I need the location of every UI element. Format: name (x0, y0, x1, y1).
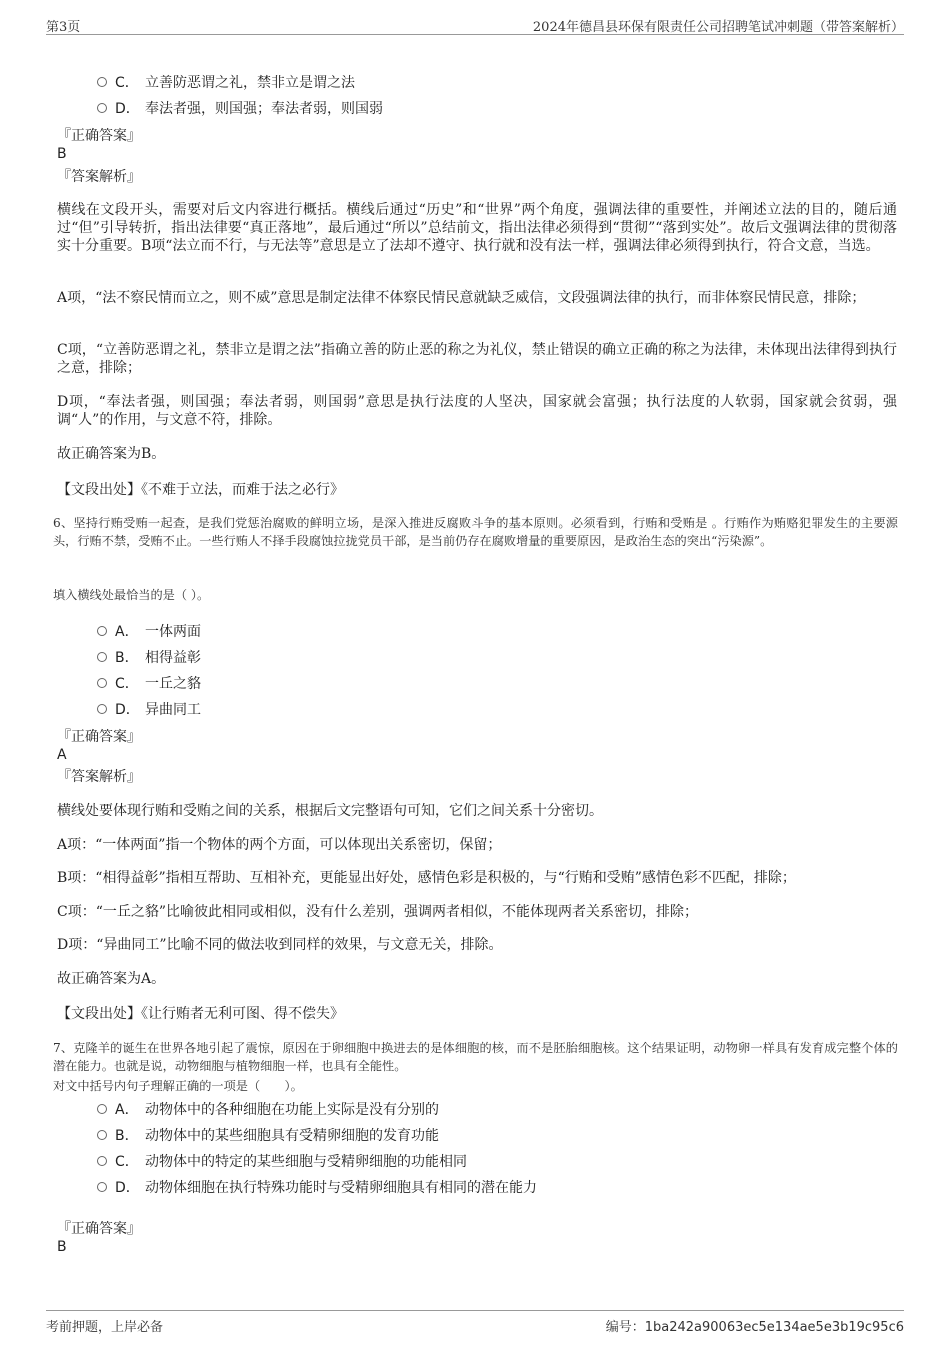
radio-icon[interactable] (97, 678, 107, 688)
source-label: 【文段出处】 (57, 1006, 141, 1022)
q7-answer-label: 『正确答案』 (57, 1221, 141, 1237)
q7-option-d[interactable]: D． 动物体细胞在执行特殊功能时与受精卵细胞具有相同的潜在能力 (97, 1178, 537, 1198)
radio-icon[interactable] (97, 652, 107, 662)
q6-option-b[interactable]: B． 相得益彰 (97, 648, 201, 668)
source-title: 《不难于立法，而难于法之必行》 (141, 482, 344, 498)
q7-option-b[interactable]: B． 动物体中的某些细胞具有受精卵细胞的发育功能 (97, 1126, 439, 1146)
source-title: 《让行贿者无利可图、得不偿失》 (141, 1006, 344, 1022)
page-header (46, 14, 904, 35)
q5-source (57, 479, 344, 499)
q5-option-d[interactable]: D． 奉法者强，则国强；奉法者弱，则国弱 (97, 99, 383, 119)
document-code: 编号：1ba242a90063ec5e134ae5e3b19c95c6 (605, 1320, 904, 1335)
q6-analysis-label: 『答案解析』 (57, 769, 141, 785)
q6-analysis-paragraph: B项：“相得益彰”指相互帮助、互相补充，更能显出好处，感情色彩是积极的，与“行贿和受贿”感情色彩不匹配，排除； (57, 870, 796, 886)
q5-analysis-paragraph: A项，“法不察民情而立之，则不威”意思是制定法律不体察民情民意就缺乏威信，文段强调法律的执行，而非体察民情民意，排除； (57, 290, 866, 306)
q5-conclusion: 故正确答案为B。 (57, 446, 166, 462)
q6-analysis-paragraph: A项：“一体两面”指一个物体的两个方面，可以体现出关系密切，保留； (57, 837, 502, 853)
q5-answer: B (57, 146, 67, 162)
q6-answer-label: 『正确答案』 (57, 729, 141, 745)
page-footer (46, 1310, 904, 1335)
q6-conclusion: 故正确答案为A。 (57, 971, 166, 987)
source-label: 【文段出处】 (57, 482, 141, 498)
page-number: 第3页 (46, 20, 81, 35)
q6-option-c[interactable]: C． 一丘之貉 (97, 674, 201, 694)
radio-icon[interactable] (97, 1130, 107, 1140)
footer-slogan: 考前押题，上岸必备 (46, 1320, 164, 1335)
q6-answer: A (57, 747, 67, 763)
q6-prompt: 填入横线处最恰当的是（ ）。 (53, 588, 210, 602)
radio-icon[interactable] (97, 1104, 107, 1114)
q6-option-d[interactable]: D． 异曲同工 (97, 700, 201, 720)
q5-analysis-paragraph: 横线在文段开头，需要对后文内容进行概括。横线后通过“历史”和“世界”两个角度，强调法律的重要性，并阐述立法的目的，随后通过“但”引导转折，指出法律要“真正落地”，最后通过“所以”总结前文，指出法律必须得到“贯彻”“落到实处”。故后文强调法律的贯彻落实十分重要。B项“法立而不行，与无法等”意思是立了法却不遵守、执行就和没有法一样，强调法律必须得到执行，符合文意，当选。 (57, 202, 897, 254)
radio-icon[interactable] (97, 626, 107, 636)
radio-icon[interactable] (97, 704, 107, 714)
document-title: 2024年德昌县环保有限责任公司招聘笔试冲刺题（带答案解析） (532, 20, 904, 35)
q5-analysis-paragraph: C项，“立善防恶谓之礼，禁非立是谓之法”指确立善的防止恶的称之为礼仪，禁止错误的确立正确的称之为法律，未体现出法律得到执行之意，排除； (57, 342, 897, 376)
q6-stem: 6、坚持行贿受贿一起查，是我们党惩治腐败的鲜明立场，是深入推进反腐败斗争的基本原则。必须看到，行贿和受贿是 。行贿作为贿赂犯罪发生的主要源头，行贿不禁，受贿不止。一些行贿人不择手段腐蚀拉拢党员干部，是当前仍存在腐败增量的重要原因，是政治生态的突出“污染源”。 (53, 516, 898, 548)
q5-analysis-label: 『答案解析』 (57, 169, 141, 185)
q6-analysis-paragraph: C项：“一丘之貉”比喻彼此相同或相似，没有什么差别，强调两者相似，不能体现两者关系密切，排除； (57, 904, 699, 920)
radio-icon[interactable] (97, 1156, 107, 1166)
q7-option-a[interactable]: A． 动物体中的各种细胞在功能上实际是没有分别的 (97, 1100, 439, 1120)
q5-answer-label: 『正确答案』 (57, 128, 141, 144)
radio-icon[interactable] (97, 103, 107, 113)
q5-option-c[interactable]: C． 立善防恶谓之礼，禁非立是谓之法 (97, 73, 355, 93)
radio-icon[interactable] (97, 1182, 107, 1192)
q6-analysis-paragraph: 横线处要体现行贿和受贿之间的关系，根据后文完整语句可知，它们之间关系十分密切。 (57, 803, 603, 819)
q6-source (57, 1003, 344, 1023)
q6-analysis-paragraph: D项：“异曲同工”比喻不同的做法收到同样的效果，与文意无关，排除。 (57, 937, 503, 953)
radio-icon[interactable] (97, 77, 107, 87)
q5-analysis-paragraph: D项，“奉法者强，则国强；奉法者弱，则国弱”意思是执行法度的人坚决，国家就会富强；执行法度的人软弱，国家就会贫弱，强调“人”的作用，与文意不符，排除。 (57, 394, 897, 428)
q7-option-c[interactable]: C． 动物体中的特定的某些细胞与受精卵细胞的功能相同 (97, 1152, 467, 1172)
q6-option-a[interactable]: A． 一体两面 (97, 622, 201, 642)
q7-answer: B (57, 1239, 67, 1255)
q7-prompt: 对文中括号内句子理解正确的一项是（ ）。 (53, 1079, 303, 1093)
q7-stem: 7、克隆羊的诞生在世界各地引起了震惊，原因在于卵细胞中换进去的是体细胞的核，而不是胚胎细胞核。这个结果证明，动物卵一样具有发育成完整个体的潜在能力。也就是说，动物细胞与植物细胞一样，也具有全能性。 (53, 1041, 898, 1073)
